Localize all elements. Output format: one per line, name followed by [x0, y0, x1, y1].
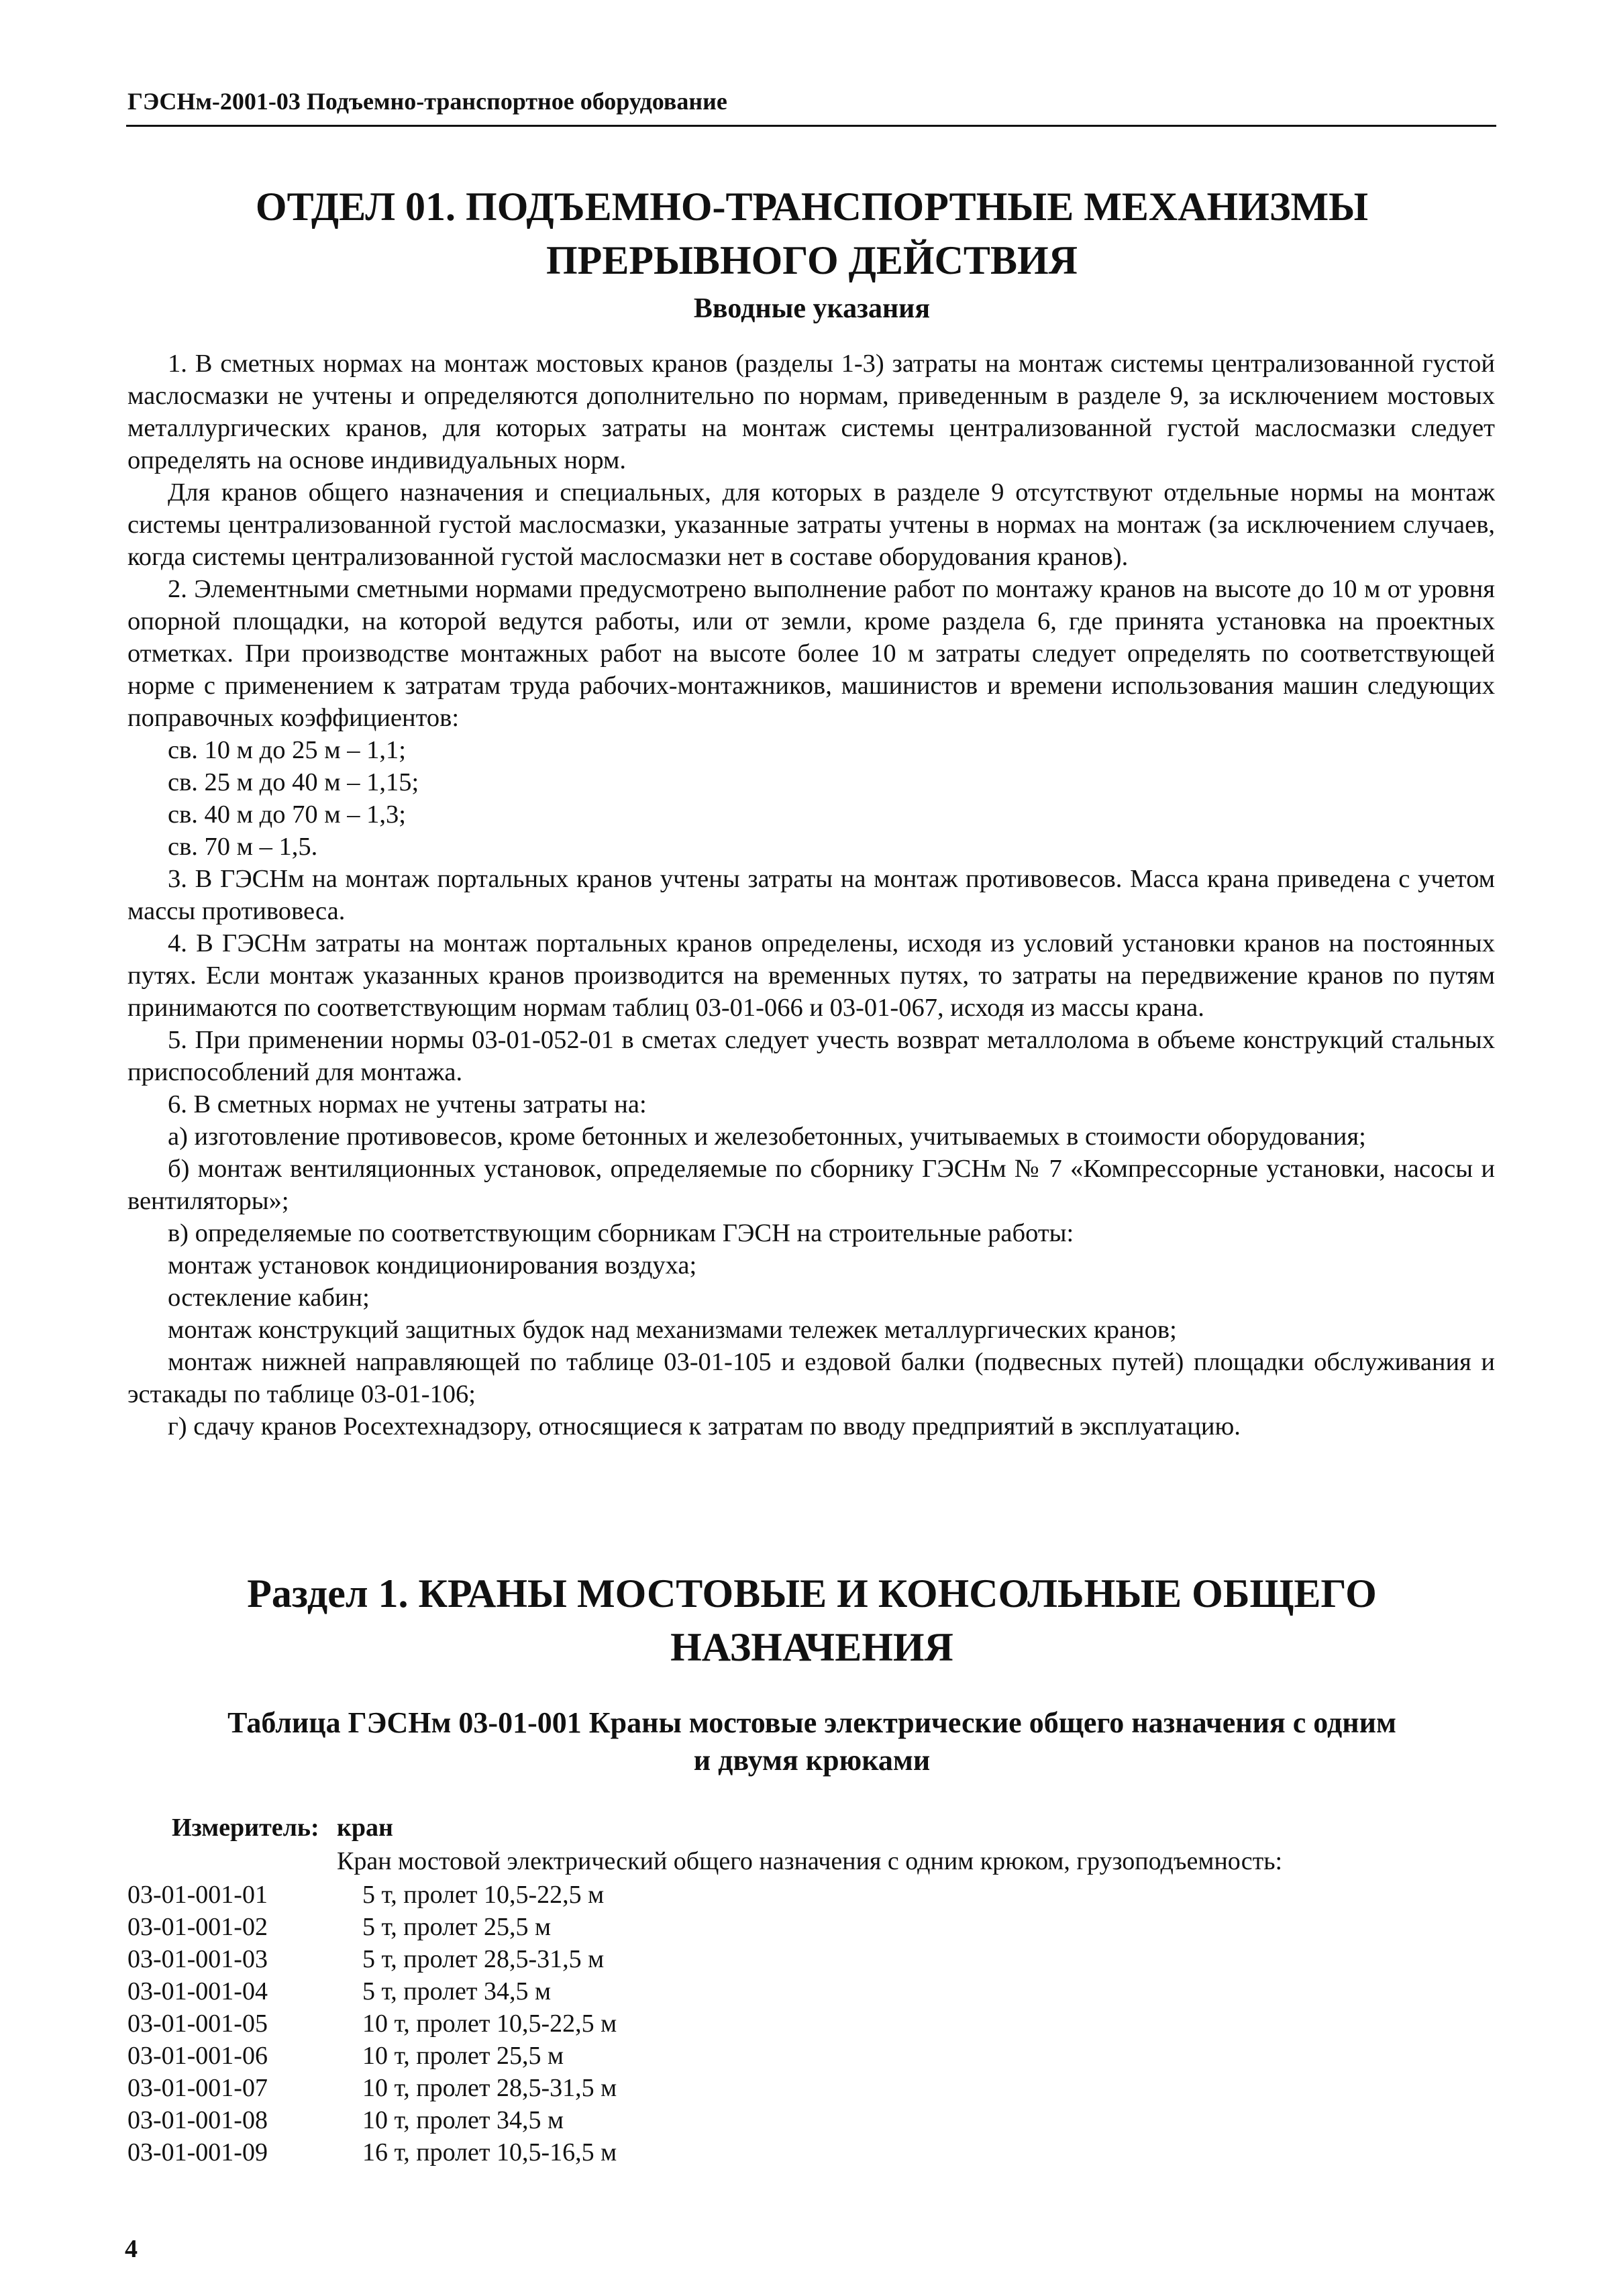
norm-row — [127, 1879, 933, 1911]
paragraph-1b: Для кранов общего назначения и специальных, для которых в разделе 9 отсутствуют отдельные нормы на монтаж системы централизованной густой маслосмазки, указанные затраты учтены в нормах на монтаж (за исключением случаев, когда системы централизованной густой маслосмазки нет в составе оборудования кранов). — [127, 478, 1495, 571]
coefficient-item: св. 40 м до 70 м – 1,3; — [168, 800, 406, 829]
section-title-line2: ПРЕРЫВНОГО ДЕЙСТВИЯ — [546, 238, 1078, 282]
norm-code: 03-01-001-01 — [127, 1881, 268, 1909]
norm-row — [127, 2104, 933, 2136]
running-header: ГЭСНм-2001-03 Подъемно-транспортное оборудование — [127, 88, 727, 115]
norm-description: 10 т, пролет 10,5-22,5 м — [362, 2010, 617, 2038]
norm-code: 03-01-001-06 — [127, 2042, 268, 2070]
norm-row — [127, 1911, 933, 1943]
header-rule — [126, 125, 1496, 127]
measure-label: Измеритель: — [172, 1814, 319, 1842]
norm-row — [127, 2136, 933, 2169]
coefficient-item: св. 10 м до 25 м – 1,1; — [168, 736, 406, 764]
norm-row — [127, 1975, 933, 2007]
norm-row — [127, 2007, 933, 2040]
paragraph-4: 4. В ГЭСНм затраты на монтаж портальных кранов определены, исходя из условий установки кранов на постоянных путях. Если монтаж указанных кранов производится на временных путях, то затраты на передвижение кранов по путям принимаются по соответствующим нормам таблиц 03-01-066 и 03-01-067, исходя из массы крана. — [127, 929, 1495, 1022]
table-title-line1: Таблица ГЭСНм 03-01-001 Краны мостовые электрические общего назначения с одним — [227, 1706, 1396, 1739]
norm-description: 16 т, пролет 10,5-16,5 м — [362, 2138, 617, 2167]
coefficient-item: св. 25 м до 40 м – 1,15; — [168, 768, 419, 796]
paragraph-6v: в) определяемые по соответствующим сборникам ГЭСН на строительные работы: — [168, 1219, 1074, 1247]
norm-description: 5 т, пролет 28,5-31,5 м — [362, 1945, 605, 1973]
norm-description: 10 т, пролет 28,5-31,5 м — [362, 2074, 617, 2102]
norm-description: 5 т, пролет 10,5-22,5 м — [362, 1881, 605, 1909]
norm-code: 03-01-001-02 — [127, 1913, 268, 1941]
paragraph-6v-item: остекление кабин; — [168, 1284, 370, 1312]
paragraph-5: 5. При применении нормы 03-01-052-01 в сметах следует учесть возврат металлолома в объеме конструкций стальных приспособлений для монтажа. — [127, 1026, 1495, 1086]
section-title — [127, 180, 1496, 287]
norm-description: 10 т, пролет 34,5 м — [362, 2106, 564, 2134]
table-title-line2: и двумя крюками — [693, 1744, 931, 1777]
intro-heading: Вводные указания — [693, 293, 931, 324]
norm-description: 10 т, пролет 25,5 м — [362, 2042, 564, 2070]
norm-group-title: Кран мостовой электрический общего назначения с одним крюком, грузоподъемность: — [337, 1847, 1283, 1875]
norm-description: 5 т, пролет 34,5 м — [362, 1977, 552, 2005]
paragraph-1: 1. В сметных нормах на монтаж мостовых кранов (разделы 1-3) затраты на монтаж системы централизованной густой маслосмазки не учтены и определяются дополнительно по нормам, приведенным в разделе 9, за исключением мостовых металлургических кранов, для которых затраты на монтаж системы централизованной густой маслосмазки следует определять на основе индивидуальных норм. — [127, 350, 1495, 474]
subsection-title — [127, 1567, 1496, 1674]
measure-line — [172, 1813, 393, 1842]
table-title — [127, 1704, 1496, 1779]
norm-code: 03-01-001-09 — [127, 2138, 268, 2167]
paragraph-6b: б) монтаж вентиляционных установок, определяемые по сборнику ГЭСНм № 7 «Компрессорные установки, насосы и вентиляторы»; — [127, 1155, 1495, 1215]
subsection-title-line2: НАЗНАЧЕНИЯ — [670, 1625, 953, 1669]
paragraph-6a: а) изготовление противовесов, кроме бетонных и железобетонных, учитываемых в стоимости оборудования; — [168, 1123, 1366, 1151]
section-title-line1: ОТДЕЛ 01. ПОДЪЕМНО-ТРАНСПОРТНЫЕ МЕХАНИЗМЫ — [255, 185, 1369, 229]
subsection-title-line1: Раздел 1. КРАНЫ МОСТОВЫЕ И КОНСОЛЬНЫЕ ОБЩЕГО — [247, 1571, 1377, 1616]
paragraph-6v-item: монтаж нижней направляющей по таблице 03-01-105 и ездовой балки (подвесных путей) площадки обслуживания и эстакады по таблице 03-01-106; — [127, 1348, 1495, 1408]
norm-row — [127, 2072, 933, 2104]
paragraph-3: 3. В ГЭСНм на монтаж портальных кранов учтены затраты на монтаж противовесов. Масса крана приведена с учетом массы противовеса. — [127, 865, 1495, 925]
norm-row — [127, 1943, 933, 1975]
norm-code: 03-01-001-08 — [127, 2106, 268, 2134]
coefficient-item: св. 70 м – 1,5. — [168, 833, 318, 861]
norm-code: 03-01-001-04 — [127, 1977, 268, 2005]
paragraph-6: 6. В сметных нормах не учтены затраты на: — [168, 1090, 647, 1118]
measure-value: кран — [337, 1814, 393, 1842]
paragraph-6v-item: монтаж установок кондиционирования воздуха; — [168, 1251, 697, 1280]
page-number: 4 — [125, 2235, 138, 2263]
paragraph-2: 2. Элементными сметными нормами предусмотрено выполнение работ по монтажу кранов на высоте до 10 м от уровня опорной площадки, на которой ведутся работы, или от земли, кроме раздела 6, где принята установка на проектных отметках. При производстве монтажных работ на высоте более 10 м затраты следует определять по соответствующей норме с применением к затратам труда рабочих-монтажников, машинистов и времени использования машин следующих поправочных коэффициентов: — [127, 575, 1495, 732]
norm-code: 03-01-001-03 — [127, 1945, 268, 1973]
norm-code-list — [127, 1879, 933, 2169]
paragraph-6v-item: монтаж конструкций защитных будок над механизмами тележек металлургических кранов; — [168, 1316, 1177, 1344]
norm-code: 03-01-001-07 — [127, 2074, 268, 2102]
norm-code: 03-01-001-05 — [127, 2010, 268, 2038]
paragraph-6g: г) сдачу кранов Росехтехнадзору, относящиеся к затратам по вводу предприятий в эксплуатацию. — [168, 1412, 1241, 1441]
norm-row — [127, 2040, 933, 2072]
intro-text — [127, 348, 1495, 1443]
norm-description: 5 т, пролет 25,5 м — [362, 1913, 552, 1941]
